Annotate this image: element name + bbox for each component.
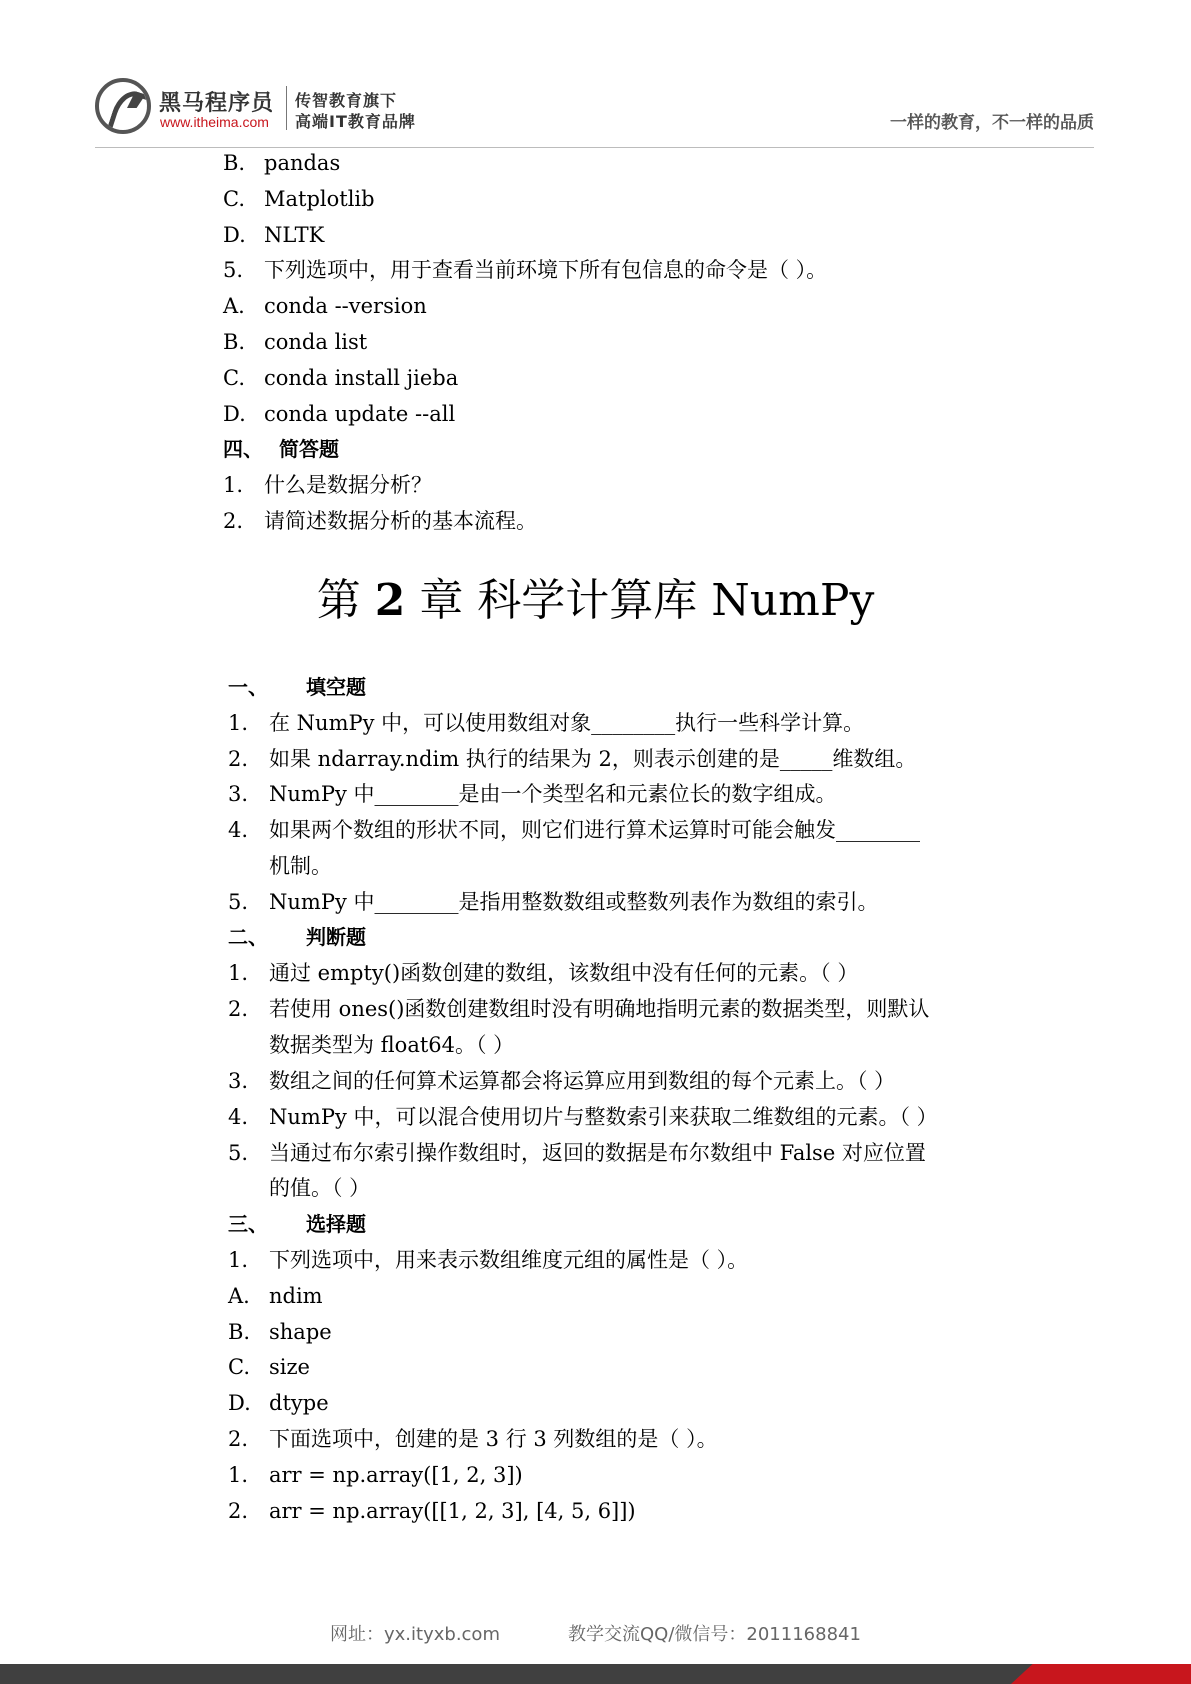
list-item: B. shape (228, 1320, 332, 1344)
brand-tagline-1: 传智教育旗下 (295, 91, 398, 110)
list-item: 1. arr = np.array([1, 2, 3]) (228, 1463, 523, 1487)
brand-divider (286, 86, 287, 130)
list-item: 1. 通过 empty()函数创建的数组，该数组中没有任何的元素。（ ） (228, 961, 859, 985)
footer-website: 网址：yx.ityxb.com (330, 1624, 500, 1645)
list-item: 5. 下列选项中，用于查看当前环境下所有包信息的命令是（ ）。 (223, 258, 828, 282)
list-item: 1. 什么是数据分析？ (223, 473, 432, 497)
list-item: 5. NumPy 中________是指用整数数组或整数列表作为数组的索引。 (228, 890, 879, 914)
list-item: B. conda list (223, 330, 368, 354)
header-slogan: 一样的教育，不一样的品质 (890, 113, 1094, 133)
chapter-title: 第 2 章 科学计算库 NumPy (316, 575, 875, 626)
list-item: A. ndim (228, 1284, 323, 1308)
list-item: 5. 当通过布尔索引操作数组时，返回的数据是布尔数组中 False 对应位置 (228, 1141, 926, 1165)
list-item-continuation: 机制。 (269, 854, 332, 878)
list-item: C. size (228, 1355, 310, 1379)
section-heading-fill: 一、 填空题 (228, 675, 366, 699)
section-heading-choice: 三、 选择题 (228, 1212, 366, 1236)
list-item-continuation: 的值。（ ） (269, 1176, 371, 1200)
list-item: C. Matplotlib (223, 187, 375, 211)
brand-tagline-2: 高端IT教育品牌 (295, 112, 416, 131)
list-item: 4. 如果两个数组的形状不同，则它们进行算术运算时可能会触发________ (228, 818, 920, 842)
page-header (95, 74, 1094, 146)
footer-bar (0, 1664, 1191, 1684)
list-item: A. conda --version (223, 294, 427, 318)
list-item: 3. 数组之间的任何算术运算都会将运算应用到数组的每个元素上。（ ） (228, 1069, 896, 1093)
section-heading-judge: 二、 判断题 (228, 925, 366, 949)
list-item: 4. NumPy 中，可以混合使用切片与整数索引来获取二维数组的元素。（ ） (228, 1105, 938, 1129)
list-item: 1. 下列选项中，用来表示数组维度元组的属性是（ ）。 (228, 1248, 749, 1272)
list-item: 2. 如果 ndarray.ndim 执行的结果为 2，则表示创建的是_____维数组。 (228, 747, 917, 771)
list-item: C. conda install jieba (223, 366, 459, 390)
list-item-continuation: 数据类型为 float64。（ ） (269, 1033, 515, 1057)
list-item: D. conda update --all (223, 402, 456, 426)
horse-logo-icon (95, 78, 151, 134)
brand-url: www.itheima.com (160, 114, 269, 130)
list-item: B. pandas (223, 151, 341, 175)
list-item: 2. 请简述数据分析的基本流程。 (223, 509, 537, 533)
list-item: D. dtype (228, 1391, 329, 1415)
list-item: 2. 下面选项中，创建的是 3 行 3 列数组的是（ ）。 (228, 1427, 718, 1451)
list-item: D. NLTK (223, 223, 325, 247)
list-item: 1. 在 NumPy 中，可以使用数组对象________执行一些科学计算。 (228, 711, 865, 735)
footer-accent (1011, 1664, 1191, 1684)
footer-contact: 教学交流QQ/微信号：2011168841 (568, 1624, 861, 1645)
section-heading: 四、 简答题 (223, 437, 339, 461)
brand-name: 黑马程序员 (159, 91, 275, 116)
list-item: 3. NumPy 中________是由一个类型名和元素位长的数字组成。 (228, 782, 837, 806)
list-item: 2. 若使用 ones()函数创建数组时没有明确地指明元素的数据类型，则默认 (228, 997, 930, 1021)
list-item: 2. arr = np.array([[1, 2, 3], [4, 5, 6]]) (228, 1499, 636, 1523)
